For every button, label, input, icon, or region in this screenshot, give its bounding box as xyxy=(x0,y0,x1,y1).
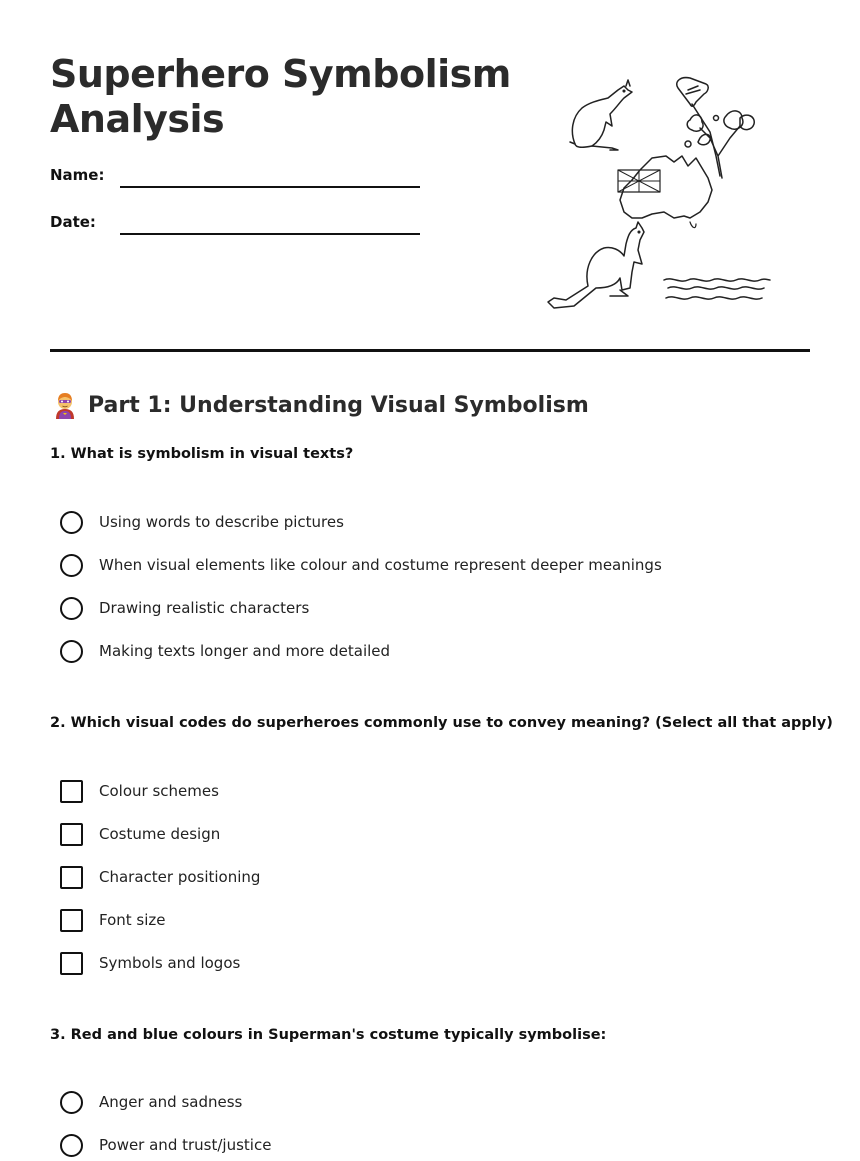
superhero-emoji-icon xyxy=(50,390,80,420)
radio-button[interactable] xyxy=(60,1134,83,1157)
part1-heading-text: Part 1: Understanding Visual Symbolism xyxy=(88,392,589,418)
name-label: Name: xyxy=(50,166,105,184)
option-label: Symbols and logos xyxy=(99,954,241,972)
part1-heading xyxy=(50,389,589,421)
option-label: Character positioning xyxy=(99,868,261,886)
checkbox[interactable] xyxy=(60,909,83,932)
radio-button[interactable] xyxy=(60,597,83,620)
wallaby-icon xyxy=(570,80,632,150)
water-waves-icon xyxy=(664,279,770,299)
radio-button[interactable] xyxy=(60,511,83,534)
worksheet-title: Superhero Symbolism Analysis xyxy=(50,52,511,141)
q3-option-1[interactable] xyxy=(60,1089,242,1115)
q3-option-2[interactable] xyxy=(60,1132,271,1158)
option-label: Colour schemes xyxy=(99,782,219,800)
question-3-prompt: 3. Red and blue colours in Superman's costume typically symbolise: xyxy=(50,1027,607,1043)
checkbox[interactable] xyxy=(60,823,83,846)
name-field[interactable] xyxy=(50,166,430,196)
australia-illustration xyxy=(540,72,780,317)
option-label: Drawing realistic characters xyxy=(99,599,310,617)
date-writing-line[interactable] xyxy=(120,233,420,235)
q1-option-4[interactable] xyxy=(60,638,390,664)
q1-option-2[interactable] xyxy=(60,552,662,578)
flowering-tree-icon xyxy=(685,111,754,178)
name-writing-line[interactable] xyxy=(120,186,420,188)
question-2-prompt: 2. Which visual codes do superheroes commonly use to convey meaning? (Select all that apply) xyxy=(50,715,833,731)
q2-option-5[interactable] xyxy=(60,950,240,976)
q1-option-3[interactable] xyxy=(60,595,309,621)
radio-button[interactable] xyxy=(60,640,83,663)
question-1-prompt: 1. What is symbolism in visual texts? xyxy=(50,446,354,462)
option-label: Power and trust/justice xyxy=(99,1136,272,1154)
option-label: Making texts longer and more detailed xyxy=(99,642,391,660)
radio-button[interactable] xyxy=(60,1091,83,1114)
q2-option-1[interactable] xyxy=(60,778,219,804)
q1-option-1[interactable] xyxy=(60,509,344,535)
date-label: Date: xyxy=(50,213,96,231)
option-label: When visual elements like colour and costume represent deeper meanings xyxy=(99,556,662,574)
option-label: Anger and sadness xyxy=(99,1093,243,1111)
q2-option-4[interactable] xyxy=(60,907,166,933)
australia-map-flag-icon xyxy=(618,156,712,228)
radio-button[interactable] xyxy=(60,554,83,577)
kangaroo-icon xyxy=(548,222,644,308)
option-label: Using words to describe pictures xyxy=(99,513,344,531)
section-divider xyxy=(50,349,810,352)
checkbox[interactable] xyxy=(60,952,83,975)
q2-option-3[interactable] xyxy=(60,864,260,890)
checkbox[interactable] xyxy=(60,866,83,889)
checkbox[interactable] xyxy=(60,780,83,803)
option-label: Font size xyxy=(99,911,166,929)
q2-option-2[interactable] xyxy=(60,821,220,847)
date-field[interactable] xyxy=(50,213,430,243)
option-label: Costume design xyxy=(99,825,221,843)
